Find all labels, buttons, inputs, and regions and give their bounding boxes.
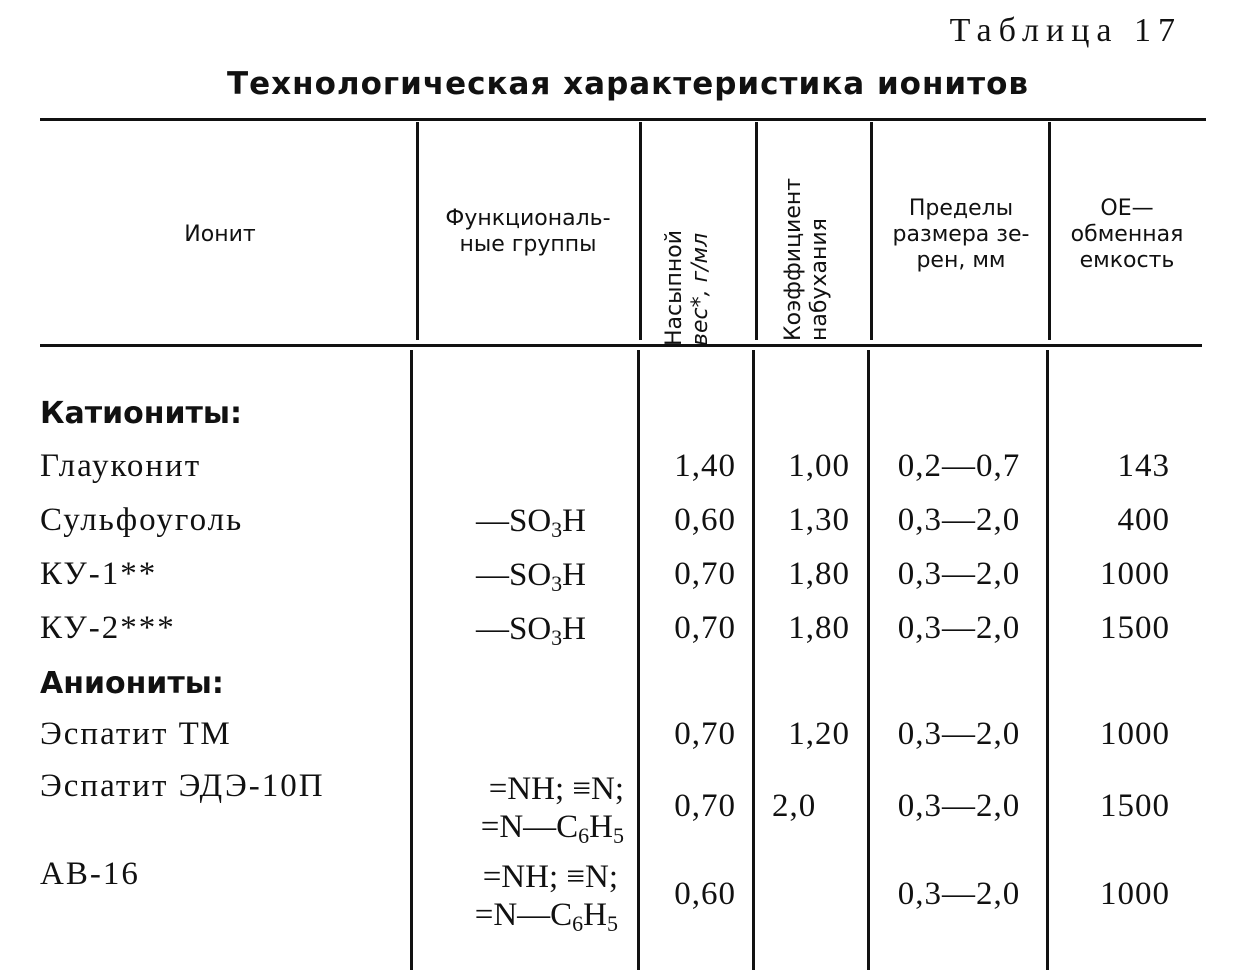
header-functional-groups <box>420 206 636 258</box>
column-divider <box>755 122 758 340</box>
group-text: H <box>583 897 607 933</box>
cell-capacity: 1000 <box>1100 556 1170 592</box>
group-text: =N—C <box>480 809 579 845</box>
cell-swelling: 1,80 <box>788 610 850 646</box>
header-swelling-line: набухания <box>807 218 832 341</box>
cell-swelling: 1,80 <box>788 556 850 592</box>
header-capacity-line: емкость <box>1079 248 1175 273</box>
cell-bulk: 1,40 <box>674 448 736 484</box>
row-name: КУ-1** <box>40 556 158 592</box>
header-capacity <box>1052 196 1202 274</box>
table-number: Таблица 17 <box>949 12 1182 49</box>
header-rule <box>40 344 1202 347</box>
top-rule <box>40 118 1206 121</box>
column-divider <box>867 350 870 970</box>
group-subscript: 5 <box>613 823 624 848</box>
group-text: —SO <box>475 503 552 539</box>
cell-capacity: 1500 <box>1100 610 1170 646</box>
group-subscript: 6 <box>578 823 590 848</box>
cell-bulk: 0,60 <box>674 876 736 912</box>
table-title: Технологическая характеристика ионитов <box>227 66 1029 102</box>
group-text: H <box>562 503 586 539</box>
header-bulk-weight <box>662 146 722 346</box>
row-name: КУ-2*** <box>40 610 176 646</box>
cell-swelling: 2,0 <box>772 788 817 824</box>
row-name: Эспатит ЭДЭ-10П <box>40 768 325 804</box>
header-ionite <box>140 222 300 248</box>
cell-capacity: 1000 <box>1100 876 1170 912</box>
group-text: H <box>562 557 586 593</box>
cell-swelling: 1,00 <box>788 448 850 484</box>
group-subscript: 3 <box>551 517 563 542</box>
row-name: Сульфоуголь <box>40 502 244 538</box>
group-subscript: 3 <box>551 625 563 650</box>
cell-capacity: 400 <box>1117 502 1170 538</box>
row-name: Эспатит ТМ <box>40 716 232 752</box>
section-anionites: Аниониты: <box>40 666 224 701</box>
row-name: АВ-16 <box>40 856 140 892</box>
cell-swelling: 1,20 <box>788 716 850 752</box>
section-cationites: Катиониты: <box>40 396 243 431</box>
header-bulk-weight-line: вес*, г/мл <box>688 232 713 346</box>
cell-swelling: 1,30 <box>788 502 850 538</box>
header-swelling <box>781 131 841 341</box>
group-text: —SO <box>475 611 552 647</box>
column-divider <box>752 350 755 970</box>
cell-functional-group <box>376 502 586 549</box>
group-text: =N—C <box>474 897 573 933</box>
group-line <box>408 896 618 943</box>
column-divider <box>870 122 873 340</box>
cell-capacity: 143 <box>1117 448 1170 484</box>
cell-functional-group <box>376 556 586 603</box>
header-bulk-weight-line: Насыпной <box>662 229 687 346</box>
header-capacity-line: ОЕ— <box>1100 196 1154 221</box>
cell-bulk: 0,70 <box>674 788 736 824</box>
cell-functional-group <box>414 770 624 855</box>
header-grain-line: рен, мм <box>916 248 1006 273</box>
group-line: =NH; ≡N; <box>488 771 624 807</box>
cell-functional-group <box>408 858 618 943</box>
cell-grain: 0,2—0,7 <box>897 448 1021 484</box>
column-divider <box>416 122 419 340</box>
header-functional-groups-line: ные группы <box>459 232 597 257</box>
header-functional-groups-line: Функциональ- <box>445 206 611 231</box>
cell-grain: 0,3—2,0 <box>897 610 1021 646</box>
group-text: H <box>589 809 613 845</box>
cell-grain: 0,3—2,0 <box>897 716 1021 752</box>
row-name: Глауконит <box>40 448 202 484</box>
group-line: =NH; ≡N; <box>482 859 618 895</box>
cell-bulk: 0,70 <box>674 716 736 752</box>
column-divider <box>1046 350 1049 970</box>
cell-grain: 0,3—2,0 <box>897 788 1021 824</box>
cell-bulk: 0,70 <box>674 610 736 646</box>
cell-bulk: 0,70 <box>674 556 736 592</box>
cell-functional-group <box>376 610 586 657</box>
group-subscript: 6 <box>572 911 584 936</box>
group-text: H <box>562 611 586 647</box>
cell-capacity: 1500 <box>1100 788 1170 824</box>
cell-capacity: 1000 <box>1100 716 1170 752</box>
group-text: —SO <box>475 557 552 593</box>
column-divider <box>639 122 642 340</box>
group-subscript: 3 <box>551 571 563 596</box>
cell-grain: 0,3—2,0 <box>897 502 1021 538</box>
cell-bulk: 0,60 <box>674 502 736 538</box>
header-capacity-line: обменная <box>1070 222 1184 247</box>
group-subscript: 5 <box>607 911 618 936</box>
header-grain-line: Пределы <box>908 196 1014 221</box>
header-grain-line: размера зе- <box>892 222 1030 247</box>
header-grain-size <box>874 196 1048 274</box>
cell-grain: 0,3—2,0 <box>897 556 1021 592</box>
header-swelling-line: Коэффициент <box>781 177 806 341</box>
group-line <box>414 808 624 855</box>
header-ionite-text: Ионит <box>184 222 256 247</box>
column-divider <box>1048 122 1051 340</box>
cell-grain: 0,3—2,0 <box>897 876 1021 912</box>
